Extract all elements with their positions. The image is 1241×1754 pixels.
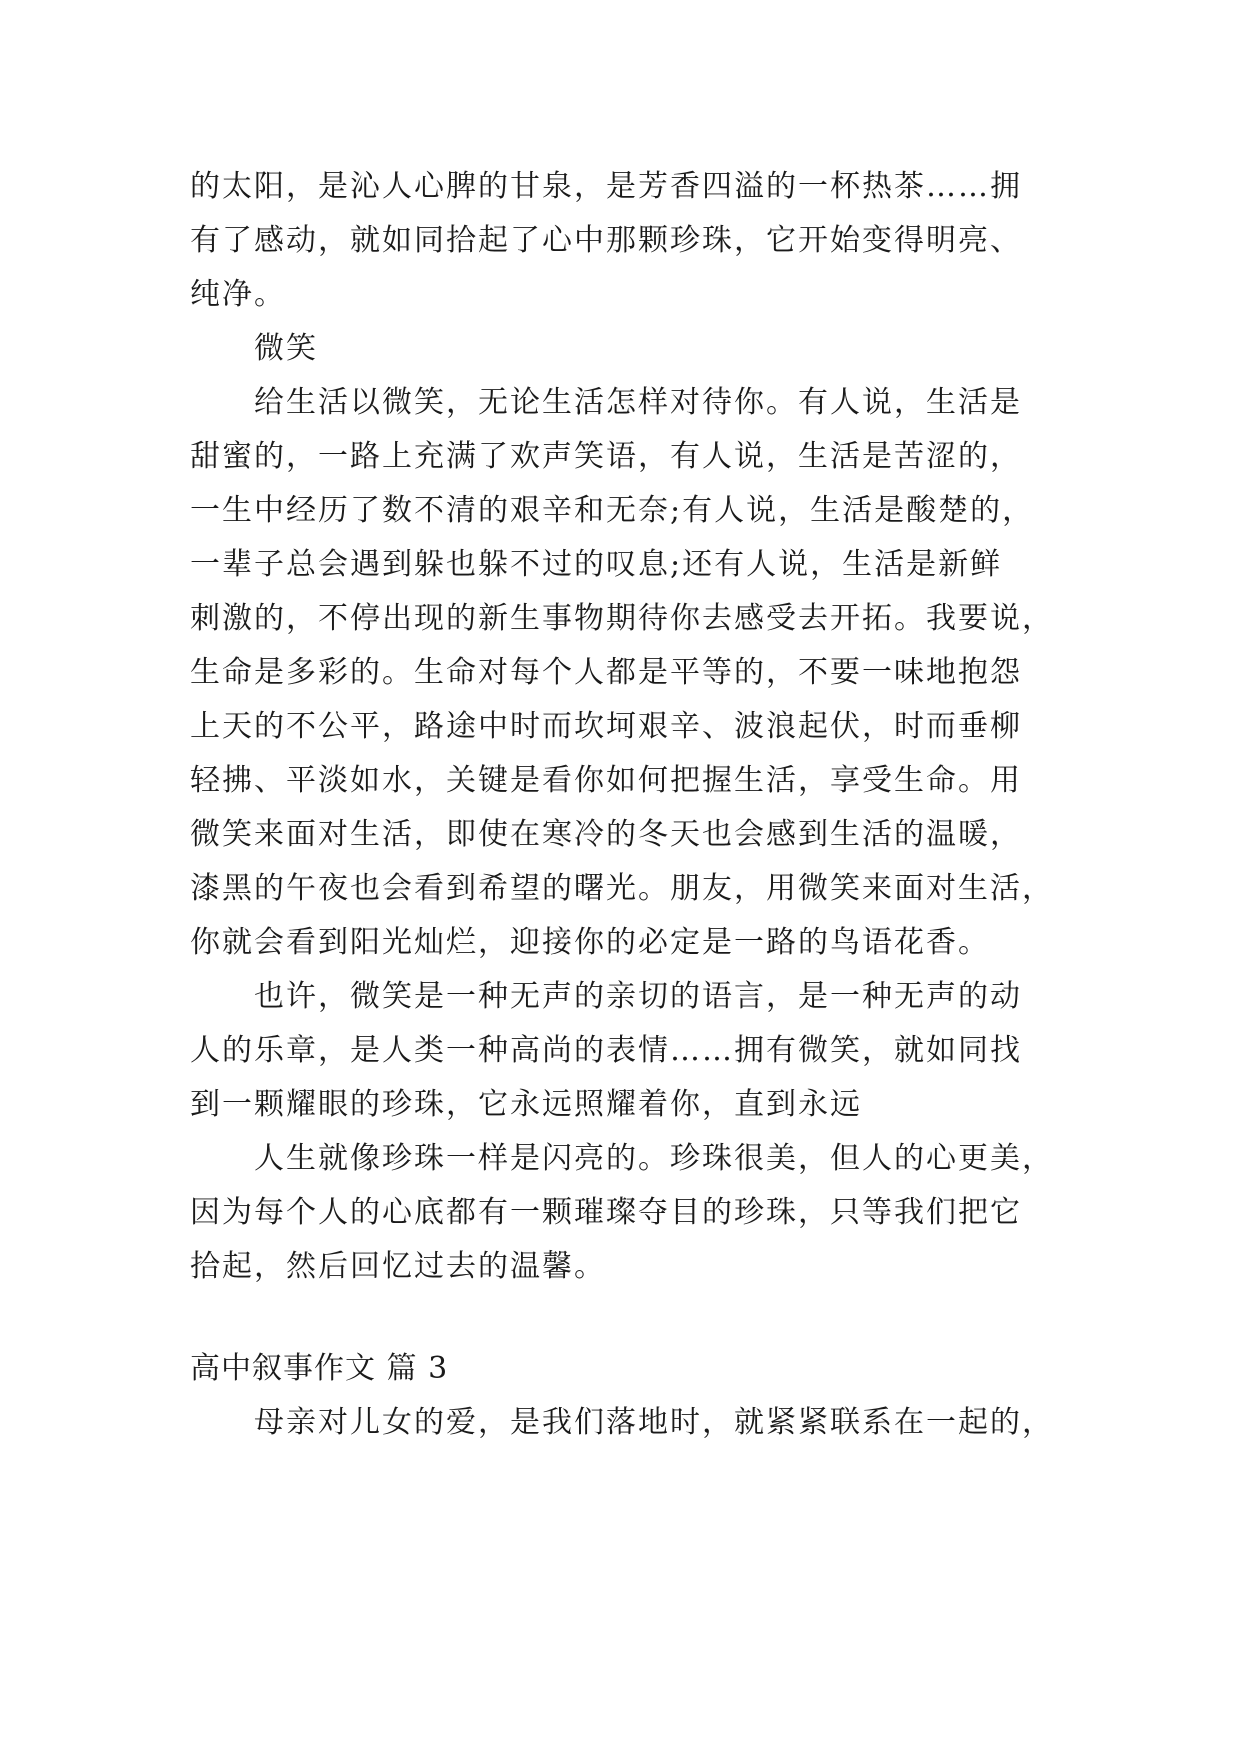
document-page — [190, 160, 1070, 1450]
paragraph-mother-love — [190, 1396, 1070, 1450]
text-line: 拾起，然后回忆过去的温馨。 — [190, 1249, 606, 1284]
paragraph-smile-language — [190, 970, 1070, 1132]
text-line: 的太阳，是沁人心脾的甘泉，是芳香四溢的一杯热茶……拥 — [190, 169, 1022, 204]
subtitle-smile: 微笑 — [254, 331, 318, 366]
text-line: 给生活以微笑，无论生活怎样对待你。有人说，生活是 — [254, 385, 1022, 420]
text-line: 人生就像珍珠一样是闪亮的。珍珠很美，但人的心更美， — [254, 1141, 1054, 1176]
text-line: 有了感动，就如同拾起了心中那颗珍珠，它开始变得明亮、 — [190, 223, 1022, 258]
paragraph-smile-life — [190, 376, 1070, 970]
text-line: 你就会看到阳光灿烂，迎接你的必定是一路的鸟语花香。 — [190, 925, 990, 960]
text-line: 轻拂、平淡如水，关键是看你如何把握生活，享受生命。用 — [190, 763, 1022, 798]
text-line: 母亲对儿女的爱，是我们落地时，就紧紧联系在一起的， — [254, 1405, 1054, 1440]
text-line: 上天的不公平，路途中时而坎坷艰辛、波浪起伏，时而垂柳 — [190, 709, 1022, 744]
text-line: 人的乐章，是人类一种高尚的表情……拥有微笑，就如同找 — [190, 1033, 1022, 1068]
text-line: 一生中经历了数不清的艰辛和无奈;有人说，生活是酸楚的， — [190, 493, 1035, 528]
paragraph-gratitude-end — [190, 160, 1070, 322]
text-line: 一辈子总会遇到躲也躲不过的叹息;还有人说，生活是新鲜 — [190, 547, 1003, 582]
paragraph-pearl — [190, 1132, 1070, 1294]
section-gap — [190, 1294, 1070, 1342]
text-line: 微笑来面对生活，即使在寒冷的冬天也会感到生活的温暖， — [190, 817, 1022, 852]
text-line: 因为每个人的心底都有一颗璀璨夺目的珍珠，只等我们把它 — [190, 1195, 1022, 1230]
text-line: 刺激的，不停出现的新生事物期待你去感受去开拓。我要说， — [190, 601, 1054, 636]
text-line: 生命是多彩的。生命对每个人都是平等的，不要一味地抱怨 — [190, 655, 1022, 690]
text-line: 到一颗耀眼的珍珠，它永远照耀着你，直到永远 — [190, 1087, 862, 1122]
text-line: 也许，微笑是一种无声的亲切的语言，是一种无声的动 — [254, 979, 1022, 1014]
text-line: 漆黑的午夜也会看到希望的曙光。朋友，用微笑来面对生活， — [190, 871, 1054, 906]
section-title: 高中叙事作文 篇 3 — [190, 1351, 449, 1386]
text-line: 纯净。 — [190, 277, 286, 312]
text-line: 甜蜜的，一路上充满了欢声笑语，有人说，生活是苦涩的， — [190, 439, 1022, 474]
